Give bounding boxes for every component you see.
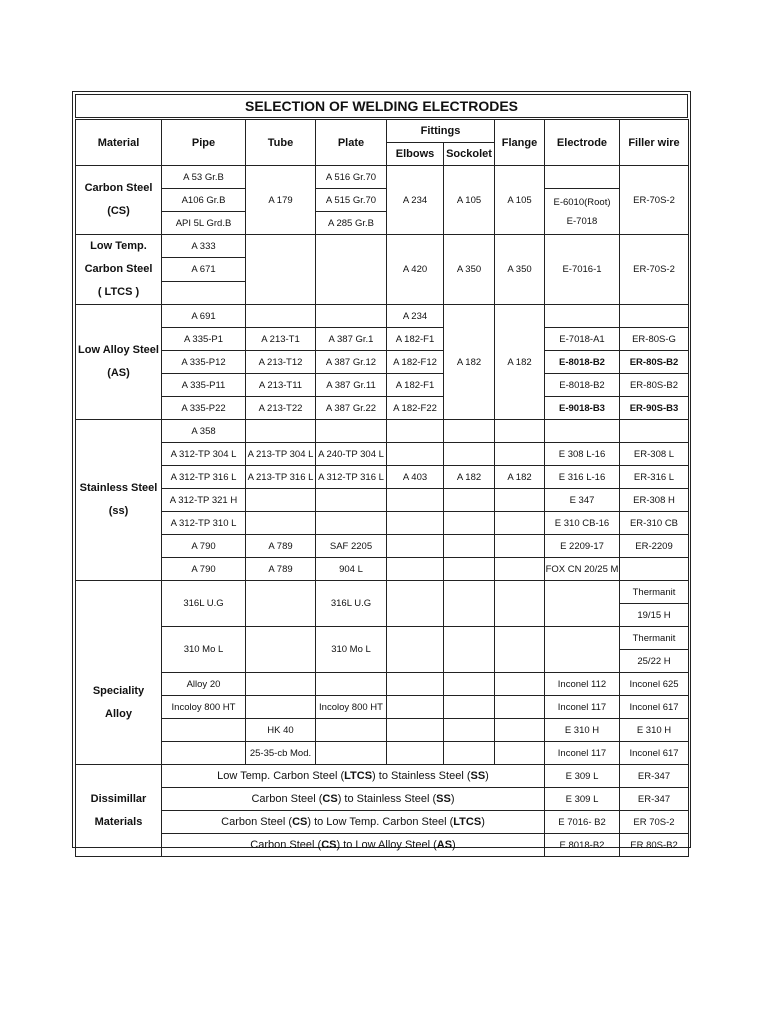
header-fittings: Fittings	[387, 120, 495, 143]
flange-cell	[495, 627, 545, 673]
elbows-cell	[387, 581, 444, 627]
plate-cell: A 285 Gr.B	[316, 212, 387, 235]
pipe-cell: 310 Mo L	[162, 627, 246, 673]
material-cell-as	[76, 305, 162, 420]
plate-cell	[316, 489, 387, 512]
electrode-text: E-7018	[566, 215, 598, 227]
flange-cell: A 105	[495, 166, 545, 235]
electrode-cell: E 309 L	[545, 765, 620, 788]
header-sockolet: Sockolet	[444, 143, 495, 166]
flange-cell	[495, 742, 545, 765]
combination-cell	[162, 834, 545, 857]
electrode-cell: E-9018-B3	[545, 397, 620, 420]
electrode-cell	[545, 166, 620, 189]
filler-cell: ER 70S-2	[620, 811, 689, 834]
plate-cell: A 516 Gr.70	[316, 166, 387, 189]
electrode-cell: E 347	[545, 489, 620, 512]
tube-cell: A 213-TP 304 L	[246, 443, 316, 466]
pipe-cell: A 335-P12	[162, 351, 246, 374]
tube-cell	[246, 673, 316, 696]
tube-cell: A 179	[246, 166, 316, 235]
tube-cell: HK 40	[246, 719, 316, 742]
sockolet-cell: A 105	[444, 166, 495, 235]
table-row	[76, 235, 689, 258]
filler-cell: ER-70S-2	[620, 166, 689, 235]
filler-cell: ER-308 H	[620, 489, 689, 512]
table-row	[76, 627, 689, 650]
table-row	[76, 166, 689, 189]
filler-cell: ER-2209	[620, 535, 689, 558]
header-tube: Tube	[246, 120, 316, 166]
pipe-cell: A 691	[162, 305, 246, 328]
filler-cell: Inconel 617	[620, 696, 689, 719]
filler-cell: ER-316 L	[620, 466, 689, 489]
electrode-cell: E-7018-A1	[545, 328, 620, 351]
material-label: Carbon Steel	[84, 182, 153, 194]
pipe-cell: A 312-TP 321 H	[162, 489, 246, 512]
sockolet-cell	[444, 558, 495, 581]
flange-cell	[495, 673, 545, 696]
filler-cell: ER-347	[620, 788, 689, 811]
filler-cell	[620, 420, 689, 443]
plate-cell	[316, 235, 387, 305]
table-row	[76, 512, 689, 535]
material-label: Dissimillar	[90, 792, 147, 805]
material-label: Alloy	[105, 707, 132, 720]
tube-cell	[246, 696, 316, 719]
tube-cell	[246, 512, 316, 535]
pipe-cell	[162, 281, 246, 304]
tube-cell	[246, 581, 316, 627]
table-row	[76, 742, 689, 765]
tube-cell	[246, 235, 316, 305]
table-row	[76, 351, 689, 374]
flange-cell: A 182	[495, 466, 545, 489]
sockolet-cell	[444, 535, 495, 558]
tube-cell	[246, 305, 316, 328]
elbows-cell	[387, 673, 444, 696]
electrode-cell	[545, 420, 620, 443]
electrode-cell	[545, 581, 620, 627]
material-label: ( LTCS )	[97, 286, 140, 298]
elbows-cell: A 182-F1	[387, 374, 444, 397]
flange-cell	[495, 719, 545, 742]
table-row	[76, 696, 689, 719]
electrode-cell: E 308 L-16	[545, 443, 620, 466]
material-cell-dissimilar	[76, 765, 162, 857]
table-row	[76, 558, 689, 581]
plate-cell: 310 Mo L	[316, 627, 387, 673]
electrode-cell: E-8018-B2	[545, 374, 620, 397]
electrode-text: E-6010(Root)	[553, 196, 611, 208]
tube-cell	[246, 489, 316, 512]
combination-code: CS	[292, 816, 308, 828]
material-label: Materials	[94, 815, 143, 828]
filler-cell: Thermanit	[620, 581, 689, 604]
electrode-cell: E-7016-1	[545, 235, 620, 305]
plate-cell: A 240-TP 304 L	[316, 443, 387, 466]
flange-cell	[495, 558, 545, 581]
combination-code: CS	[321, 839, 337, 851]
sockolet-cell	[444, 489, 495, 512]
tube-cell: A 213-T11	[246, 374, 316, 397]
electrode-cell: Inconel 117	[545, 696, 620, 719]
filler-cell: ER-90S-B3	[620, 397, 689, 420]
electrode-table	[75, 119, 689, 857]
combination-text: )	[450, 793, 455, 805]
pipe-cell: A 335-P11	[162, 374, 246, 397]
header-row	[76, 120, 689, 143]
flange-cell	[495, 443, 545, 466]
flange-cell	[495, 420, 545, 443]
table-row	[76, 673, 689, 696]
elbows-cell	[387, 512, 444, 535]
electrode-cell	[545, 627, 620, 673]
electrode-cell: E 310 CB-16	[545, 512, 620, 535]
tube-cell: 25-35-cb Mod.	[246, 742, 316, 765]
plate-cell: SAF 2205	[316, 535, 387, 558]
filler-cell: ER-80S-B2	[620, 374, 689, 397]
plate-cell	[316, 719, 387, 742]
plate-cell	[316, 305, 387, 328]
elbows-cell	[387, 489, 444, 512]
elbows-cell	[387, 443, 444, 466]
plate-cell: A 515 Gr.70	[316, 189, 387, 212]
table-row	[76, 374, 689, 397]
combination-text: ) to Low Temp. Carbon Steel (	[307, 816, 454, 828]
pipe-cell: A 790	[162, 535, 246, 558]
sockolet-cell	[444, 420, 495, 443]
electrode-cell	[545, 189, 620, 235]
pipe-cell: Incoloy 800 HT	[162, 696, 246, 719]
header-plate: Plate	[316, 120, 387, 166]
sockolet-cell	[444, 627, 495, 673]
elbows-cell	[387, 696, 444, 719]
sheet-title: SELECTION OF WELDING ELECTRODES	[75, 94, 688, 118]
sockolet-cell: A 182	[444, 466, 495, 489]
filler-cell: ER-308 L	[620, 443, 689, 466]
table-row	[76, 581, 689, 604]
table-row	[76, 189, 689, 212]
tube-cell: A 789	[246, 558, 316, 581]
combination-cell	[162, 788, 545, 811]
plate-cell: A 387 Gr.11	[316, 374, 387, 397]
pipe-cell: A 333	[162, 235, 246, 258]
plate-cell	[316, 673, 387, 696]
combination-text: ) to Stainless Steel (	[372, 770, 471, 782]
material-label: Stainless Steel	[79, 482, 158, 494]
header-pipe: Pipe	[162, 120, 246, 166]
combination-text: )	[481, 816, 485, 828]
elbows-cell	[387, 535, 444, 558]
tube-cell: A 213-T12	[246, 351, 316, 374]
pipe-cell: A 671	[162, 258, 246, 281]
flange-cell	[495, 696, 545, 719]
header-elbows: Elbows	[387, 143, 444, 166]
electrode-cell: E 7016- B2	[545, 811, 620, 834]
combination-code: SS	[436, 793, 451, 805]
plate-cell: 316L U.G	[316, 581, 387, 627]
electrode-cell: E 8018-B2	[545, 834, 620, 857]
electrode-cell: E 310 H	[545, 719, 620, 742]
combination-code: AS	[436, 839, 453, 851]
electrode-cell	[545, 305, 620, 328]
tube-cell	[246, 420, 316, 443]
table-row	[76, 719, 689, 742]
combination-code: CS	[322, 793, 338, 805]
table-row	[76, 765, 689, 788]
pipe-cell: A 335-P22	[162, 397, 246, 420]
pipe-cell	[162, 742, 246, 765]
plate-cell: Incoloy 800 HT	[316, 696, 387, 719]
tube-cell	[246, 627, 316, 673]
table-row	[76, 489, 689, 512]
header-electrode: Electrode	[545, 120, 620, 166]
combination-cell	[162, 811, 545, 834]
material-label: (CS)	[107, 205, 130, 217]
material-cell-speciality	[76, 581, 162, 765]
material-cell-cs	[76, 166, 162, 235]
tube-cell: A 213-T1	[246, 328, 316, 351]
plate-cell: A 312-TP 316 L	[316, 466, 387, 489]
tube-cell: A 213-T22	[246, 397, 316, 420]
filler-cell: ER 80S-B2	[620, 834, 689, 857]
sockolet-cell	[444, 673, 495, 696]
table-row	[76, 328, 689, 351]
pipe-cell: A106 Gr.B	[162, 189, 246, 212]
elbows-cell	[387, 719, 444, 742]
plate-cell: A 387 Gr.22	[316, 397, 387, 420]
electrode-cell: FOX CN 20/25 M	[545, 558, 620, 581]
combination-text: Carbon Steel (	[221, 816, 293, 828]
sockolet-cell	[444, 581, 495, 627]
electrode-selection-sheet	[72, 91, 691, 851]
filler-cell: ER-347	[620, 765, 689, 788]
flange-cell	[495, 512, 545, 535]
electrode-cell: E-8018-B2	[545, 351, 620, 374]
electrode-cell: E 309 L	[545, 788, 620, 811]
elbows-cell	[387, 558, 444, 581]
pipe-cell: A 335-P1	[162, 328, 246, 351]
filler-cell: ER-70S-2	[620, 235, 689, 305]
header-flange: Flange	[495, 120, 545, 166]
pipe-cell: 316L U.G	[162, 581, 246, 627]
filler-cell: Inconel 625	[620, 673, 689, 696]
elbows-cell	[387, 742, 444, 765]
filler-cell: Thermanit	[620, 627, 689, 650]
electrode-cell: E 2209-17	[545, 535, 620, 558]
material-label: Low Alloy Steel	[78, 344, 159, 356]
material-label: Speciality	[92, 684, 145, 697]
plate-cell	[316, 512, 387, 535]
pipe-cell: A 358	[162, 420, 246, 443]
pipe-cell: Alloy 20	[162, 673, 246, 696]
flange-cell: A 350	[495, 235, 545, 305]
combination-text: Carbon Steel (	[251, 793, 323, 805]
sockolet-cell	[444, 742, 495, 765]
header-material: Material	[76, 120, 162, 166]
header-filler-wire: Filler wire	[620, 120, 689, 166]
combination-text: )	[485, 770, 489, 782]
elbows-cell: A 234	[387, 305, 444, 328]
table-row	[76, 466, 689, 489]
pipe-cell: API 5L Grd.B	[162, 212, 246, 235]
table-row	[76, 397, 689, 420]
material-label: Low Temp.	[90, 240, 147, 252]
table-row	[76, 535, 689, 558]
electrode-cell: Inconel 112	[545, 673, 620, 696]
table-row	[76, 788, 689, 811]
electrode-cell: E 316 L-16	[545, 466, 620, 489]
pipe-cell: A 790	[162, 558, 246, 581]
elbows-cell	[387, 627, 444, 673]
sockolet-cell	[444, 719, 495, 742]
sockolet-cell: A 350	[444, 235, 495, 305]
table-row	[76, 811, 689, 834]
combination-text: ) to Low Alloy Steel (	[336, 839, 437, 851]
filler-cell	[620, 558, 689, 581]
plate-cell	[316, 742, 387, 765]
elbows-cell	[387, 420, 444, 443]
filler-cell: E 310 H	[620, 719, 689, 742]
combination-text: Carbon Steel (	[250, 839, 322, 851]
table-row	[76, 834, 689, 857]
pipe-cell: A 312-TP 304 L	[162, 443, 246, 466]
material-cell-ltcs	[76, 235, 162, 305]
pipe-cell: A 312-TP 310 L	[162, 512, 246, 535]
electrode-cell: Inconel 117	[545, 742, 620, 765]
table-row	[76, 420, 689, 443]
material-label: (AS)	[107, 367, 130, 379]
sockolet-cell	[444, 443, 495, 466]
combination-text: ) to Stainless Steel (	[337, 793, 437, 805]
elbows-cell: A 420	[387, 235, 444, 305]
filler-cell: ER-310 CB	[620, 512, 689, 535]
combination-code: LTCS	[453, 816, 482, 828]
combination-text: )	[452, 839, 456, 851]
filler-cell: 19/15 H	[620, 604, 689, 627]
plate-cell: 904 L	[316, 558, 387, 581]
combination-code: SS	[470, 770, 486, 782]
combination-text: Low Temp. Carbon Steel (	[217, 770, 345, 782]
table-row	[76, 443, 689, 466]
filler-cell: 25/22 H	[620, 650, 689, 673]
elbows-cell: A 182-F12	[387, 351, 444, 374]
sockolet-cell: A 182	[444, 305, 495, 420]
combination-code: LTCS	[344, 770, 373, 782]
tube-cell: A 789	[246, 535, 316, 558]
elbows-cell: A 234	[387, 166, 444, 235]
material-cell-ss	[76, 420, 162, 581]
sockolet-cell	[444, 512, 495, 535]
filler-cell: ER-80S-G	[620, 328, 689, 351]
plate-cell: A 387 Gr.1	[316, 328, 387, 351]
pipe-cell: A 312-TP 316 L	[162, 466, 246, 489]
pipe-cell: A 53 Gr.B	[162, 166, 246, 189]
table-row	[76, 305, 689, 328]
filler-cell: Inconel 617	[620, 742, 689, 765]
flange-cell	[495, 535, 545, 558]
combination-cell	[162, 765, 545, 788]
filler-cell: ER-80S-B2	[620, 351, 689, 374]
elbows-cell: A 403	[387, 466, 444, 489]
plate-cell: A 387 Gr.12	[316, 351, 387, 374]
flange-cell	[495, 489, 545, 512]
tube-cell: A 213-TP 316 L	[246, 466, 316, 489]
material-label: (ss)	[108, 505, 129, 517]
elbows-cell: A 182-F1	[387, 328, 444, 351]
sockolet-cell	[444, 696, 495, 719]
pipe-cell	[162, 719, 246, 742]
material-label: Carbon Steel	[84, 263, 153, 275]
plate-cell	[316, 420, 387, 443]
flange-cell	[495, 581, 545, 627]
elbows-cell: A 182-F22	[387, 397, 444, 420]
filler-cell	[620, 305, 689, 328]
flange-cell: A 182	[495, 305, 545, 420]
